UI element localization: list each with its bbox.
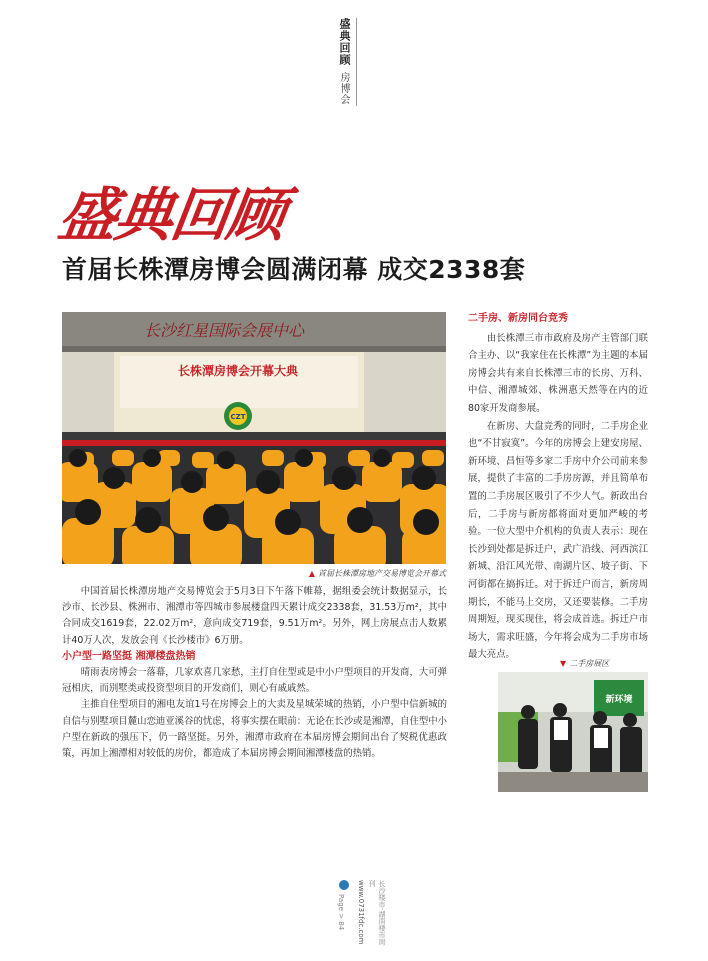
opening-ceremony-photo [62,312,446,564]
main-caption-text: 首届长株潭房地产交易博览会开幕式 [318,569,446,578]
side-tag-title: 盛典回顾 [338,18,351,66]
side-divider [356,18,357,106]
section2-paragraph-1: 由长株潭三市市政府及房产主管部门联合主办、以“我家住在长株潭”为主题的本届房博会共有来自长株潭三市的长房、万科、中信、湘潭城郊、株洲惠天然等在内的近80家开发商参展。 [468,332,648,414]
footer-magazine: 长沙楼市·湖南楼市周刊 [368,880,386,946]
main-photo [62,312,446,564]
page-footer [335,880,386,950]
booth-board-text: 新环境 [605,695,633,705]
section1-paragraph-2: 主推自住型项目的湘电友谊1号在房博会上的大卖及星城荣城的热销，小户型中信新城的自信与别墅项目麓山恋迪亚溪谷的忧虑，将事实摆在眼前：无论在长沙或是湘潭，自住型中小户型在新政的强压下，仍一路坚挺。另外，湘潭市政府在本届房博会期间出台了契税优惠政策，再加上湘潭相对较低的房价，都造成了本届房博会期间湘潭楼盘的热销。 [62,699,447,760]
caption-triangle-icon: ▲ [308,569,315,578]
main-photo-caption [200,568,446,579]
section1-paragraph-1: 晴雨表房博会一落幕，几家欢喜几家愁，主打自住型或是中小户型项目的开发商，大可弹冠相庆，而别墅类或投资型项目的开发商们，则心有戚戚然。 [62,667,447,695]
section1-heading [62,649,447,665]
caption-down-triangle-icon: ▼ [560,659,567,668]
page-dot-icon [339,880,349,890]
section2-heading: 二手房、新房同台竞秀 [468,313,568,324]
page-headline: 首届长株潭房博会圆满闭幕 成交2338套 [62,255,526,284]
brand-title: 盛典回顾 [54,181,289,249]
page-number: Page > 84 [337,894,345,931]
side-section-tag [336,18,358,105]
section2-paragraph-2: 在新房、大盘竞秀的同时，二手房企业也“不甘寂寞”。今年的房博会上建安房屋、新环境、昌恒等多家二手房中介公司前来参展，提供了丰富的二手房房源，并且简单布置的二手房展区吸引了不少人气。新政出台后，二手房与新房都将面对更加严峻的考验。一位大型中介机构的负责人表示：现在长沙到处都是拆迁户，武广沿线、河西滨江新城、沿江风光带、南湖片区、坡子街、下河街都在搞拆迁。对于拆迁户而言，新房周期长，不能马上交房，又还要装修。二手房周期短，现买现住，将会成首选。拆迁户市场大，需求旺盛，今年将会成为二手房市场最大亮点。 [468,420,648,661]
section1-title-a: 小户型一路坚挺 [62,650,132,662]
stage-banner: 长株潭房博会开幕大典 [177,364,299,378]
footer-url: www.0731fdc.com [357,880,365,945]
venue-sign: 长沙红星国际会展中心 [144,321,305,340]
left-article-column [62,584,447,762]
secondhand-area-photo [498,672,648,792]
section1-title-b: 湘潭楼盘热销 [135,650,196,662]
right-photo-caption [560,658,609,669]
intro-paragraph: 中国首届长株潭房地产交易博览会于5月3日下午落下帷幕，据组委会统计数据显示，长沙市、长沙县、株洲市、湘潭市等四城市参展楼盘四天累计成交2338套，31.53万m²，其中合同成交1619套，22.02万m²，意向成交719套，9.51万m²。另外，网上房展点击人数累计40万人次，发放会刊《长沙楼市》6万册。 [62,586,447,646]
side-tag-sub: 房博会 [338,72,349,105]
logo-text: CZT [230,413,246,421]
right-article-column [468,310,648,664]
exhibition-booth-photo [498,672,648,792]
right-caption-text: 二手房展区 [569,659,610,668]
